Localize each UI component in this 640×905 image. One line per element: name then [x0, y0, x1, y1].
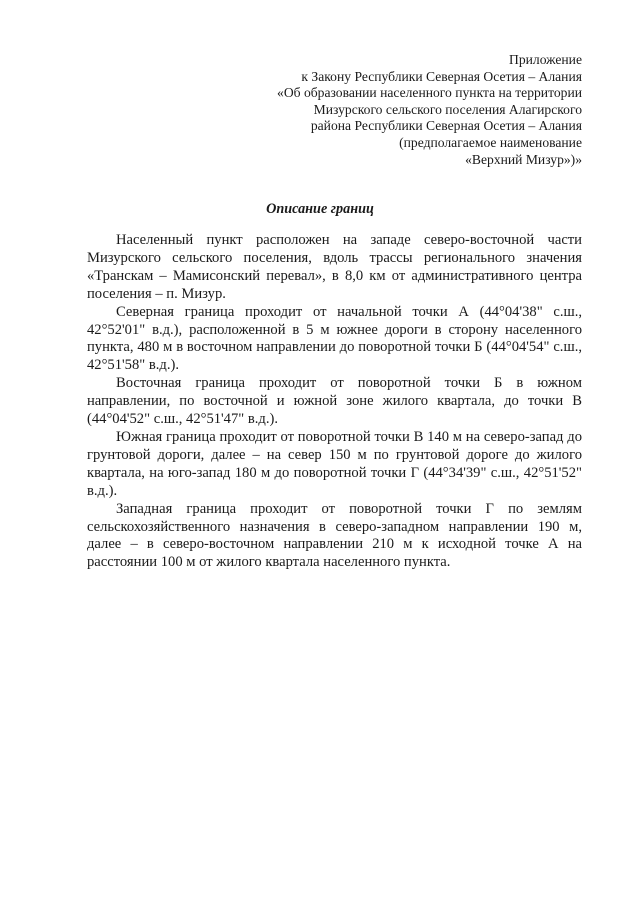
appendix-line: района Республики Северная Осетия – Алания	[310, 118, 582, 134]
paragraph-south-border: Южная граница проходит от поворотной точки В 140 м на северо-запад до грунтовой дороги, далее – на север 150 м по грунтовой дороге до жилого квартала, на юго-запад 180 м до поворотной точки Г (44°34'39" с.ш., 42°51'52" в.д.).	[87, 428, 582, 499]
appendix-line: к Закону Республики Северная Осетия – Алания	[301, 68, 582, 84]
appendix-line: Приложение	[509, 52, 582, 67]
appendix-header	[222, 52, 582, 168]
appendix-line: (предполагаемое наименование	[399, 134, 582, 150]
document-body	[87, 232, 582, 572]
appendix-line: «Об образовании населенного пункта на территории	[277, 85, 582, 101]
paragraph-north-border: Северная граница проходит от начальной точки А (44°04'38" с.ш., 42°52'01" в.д.), расположенной в 5 м южнее дороги в сторону населенного пункта, 480 м в восточном направлении до поворотной точки Б (44°04'54" с.ш., 42°51'58" в.д.).	[87, 303, 582, 374]
appendix-line: «Верхний Мизур»)»	[465, 151, 582, 167]
paragraph-west-border: Западная граница проходит от поворотной точки Г по землям сельскохозяйственного назначения в северо-западном направлении 190 м, далее – в северо-восточном направлении 210 м к исходной точке А на расстоянии 100 м от жилого квартала населенного пункта.	[87, 500, 582, 571]
appendix-line: Мизурского сельского поселения Алагирского	[313, 101, 582, 117]
document-title: Описание границ	[266, 201, 374, 217]
paragraph-east-border: Восточная граница проходит от поворотной точки Б в южном направлении, по восточной и южной зоне жилого квартала, до точки В (44°04'52" с.ш., 42°51'47" в.д.).	[87, 375, 582, 428]
paragraph-location: Населенный пункт расположен на западе северо-восточной части Мизурского сельского поселения, вдоль трассы регионального значения «Транскам – Мамисонский перевал», в 8,0 км от административного центра поселения – п. Мизур.	[87, 232, 582, 302]
